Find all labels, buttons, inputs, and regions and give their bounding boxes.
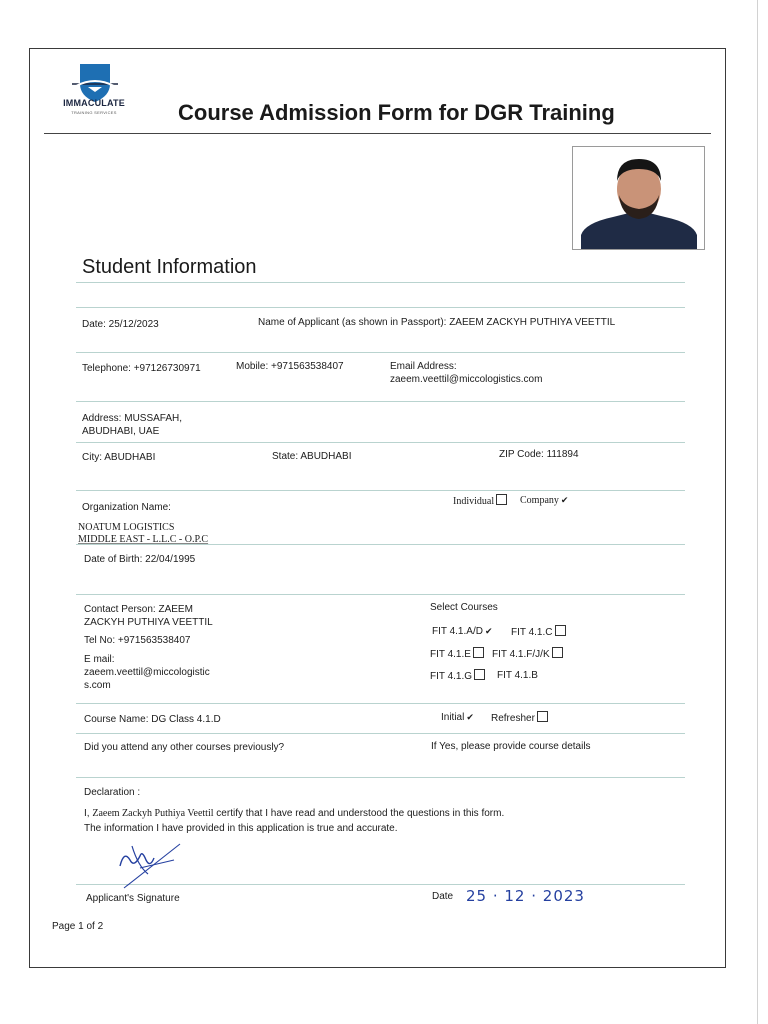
fit-41g-checkbox[interactable] bbox=[474, 669, 485, 680]
course-option-fit-41b[interactable] bbox=[497, 669, 538, 682]
course-option-fit-41g[interactable] bbox=[430, 669, 485, 683]
date-field[interactable]: Date: 25/12/2023 bbox=[82, 319, 159, 330]
divider bbox=[76, 282, 685, 283]
course-option-fit-41fjk[interactable] bbox=[492, 647, 563, 661]
telephone-field[interactable]: Telephone: +97126730971 bbox=[82, 363, 201, 374]
contact-email-label: E mail: bbox=[84, 654, 115, 665]
fit-41ad-check-icon[interactable]: ✔ bbox=[484, 626, 493, 636]
course-label: FIT 4.1.E bbox=[430, 649, 471, 660]
course-option-fit-41ad[interactable] bbox=[432, 625, 493, 638]
applicant-name-field[interactable]: Name of Applicant (as shown in Passport): ZAEEM ZACKYH PUTHIYA VEETTIL bbox=[258, 317, 616, 328]
course-label: FIT 4.1.A/D bbox=[432, 626, 483, 637]
organization-value-line-1[interactable]: NOATUM LOGISTICS bbox=[78, 522, 175, 533]
form-title: Course Admission Form for DGR Training bbox=[178, 100, 615, 125]
signed-date-field[interactable]: 25 · 12 · 2023 bbox=[466, 887, 585, 905]
address-line-1[interactable]: Address: MUSSAFAH, bbox=[82, 413, 183, 424]
declaration-prefix: I, bbox=[84, 808, 90, 819]
zip-field[interactable]: ZIP Code: 111894 bbox=[499, 449, 579, 460]
mobile-field[interactable]: Mobile: +971563538407 bbox=[236, 361, 344, 372]
company-check-icon[interactable]: ✔ bbox=[560, 495, 569, 505]
signature-label: Applicant's Signature bbox=[86, 893, 180, 904]
course-label: FIT 4.1.B bbox=[497, 670, 538, 681]
divider bbox=[76, 777, 685, 778]
divider bbox=[76, 307, 685, 308]
initial-option[interactable] bbox=[441, 711, 474, 724]
logo-text: IMMACULATE bbox=[63, 98, 125, 108]
individual-checkbox[interactable] bbox=[496, 494, 507, 505]
person-photo-icon bbox=[573, 147, 704, 249]
refresher-checkbox[interactable] bbox=[537, 711, 548, 722]
divider bbox=[76, 733, 685, 734]
individual-label: Individual bbox=[453, 496, 495, 507]
date-label: Date bbox=[432, 891, 454, 902]
dob-field[interactable]: Date of Birth: 22/04/1995 bbox=[84, 554, 196, 565]
tel-no-field[interactable]: Tel No: +971563538407 bbox=[84, 635, 191, 646]
city-field[interactable]: City: ABUDHABI bbox=[82, 452, 156, 463]
previous-courses-question: Did you attend any other courses previously? bbox=[84, 742, 285, 753]
declaration-label: Declaration : bbox=[84, 787, 141, 798]
company-label: Company bbox=[520, 495, 559, 506]
previous-courses-details-label: If Yes, please provide course details bbox=[431, 741, 591, 752]
declaration-line-2: The information I have provided in this application is true and accurate. bbox=[84, 823, 398, 834]
course-option-fit-41e[interactable] bbox=[430, 647, 484, 661]
fit-41c-checkbox[interactable] bbox=[555, 625, 566, 636]
fit-41e-checkbox[interactable] bbox=[473, 647, 484, 658]
logo-subtext: TRAINING SERVICES bbox=[71, 110, 117, 115]
section-title: Student Information bbox=[82, 256, 257, 278]
title-divider bbox=[44, 133, 711, 134]
divider bbox=[76, 352, 685, 353]
declaration-line-1 bbox=[84, 807, 504, 820]
declaration-name: Zaeem Zackyh Puthiya Veettil bbox=[92, 808, 214, 819]
applicant-signature-icon bbox=[110, 838, 190, 890]
initial-label: Initial bbox=[441, 712, 465, 723]
email-label: Email Address: bbox=[390, 361, 457, 372]
organization-label: Organization Name: bbox=[82, 502, 171, 513]
contact-email-line-1[interactable]: zaeem.veettil@miccologistic bbox=[84, 667, 210, 678]
divider bbox=[76, 442, 685, 443]
course-label: FIT 4.1.C bbox=[511, 627, 553, 638]
course-option-fit-41c[interactable] bbox=[511, 625, 566, 639]
divider bbox=[76, 594, 685, 595]
page-number: Page 1 of 2 bbox=[52, 921, 104, 932]
applicant-photo bbox=[572, 146, 705, 250]
declaration-suffix: certify that I have read and understood the questions in this form. bbox=[216, 808, 505, 819]
refresher-option[interactable] bbox=[491, 711, 548, 725]
divider bbox=[76, 490, 685, 491]
contact-person-line-2[interactable]: ZACKYH PUTHIYA VEETTIL bbox=[84, 617, 213, 628]
address-line-2[interactable]: ABUDHABI, UAE bbox=[82, 426, 160, 437]
course-name-field[interactable]: Course Name: DG Class 4.1.D bbox=[84, 714, 221, 725]
course-label: FIT 4.1.F/J/K bbox=[492, 649, 550, 660]
page-edge-line bbox=[757, 0, 758, 1024]
select-courses-label: Select Courses bbox=[430, 602, 498, 613]
organization-value-line-2[interactable]: MIDDLE EAST - L.L.C - O.P.C bbox=[78, 534, 209, 545]
company-option[interactable] bbox=[520, 494, 568, 507]
divider bbox=[76, 401, 685, 402]
initial-check-icon[interactable]: ✔ bbox=[466, 712, 474, 722]
email-field[interactable]: zaeem.veettil@miccologistics.com bbox=[390, 374, 543, 385]
state-field[interactable]: State: ABUDHABI bbox=[272, 451, 352, 462]
refresher-label: Refresher bbox=[491, 713, 535, 724]
course-label: FIT 4.1.G bbox=[430, 671, 473, 682]
contact-person-line-1[interactable]: Contact Person: ZAEEM bbox=[84, 604, 193, 615]
divider bbox=[76, 703, 685, 704]
individual-option[interactable] bbox=[453, 494, 507, 508]
contact-email-line-2[interactable]: s.com bbox=[84, 680, 111, 691]
fit-41fjk-checkbox[interactable] bbox=[552, 647, 563, 658]
